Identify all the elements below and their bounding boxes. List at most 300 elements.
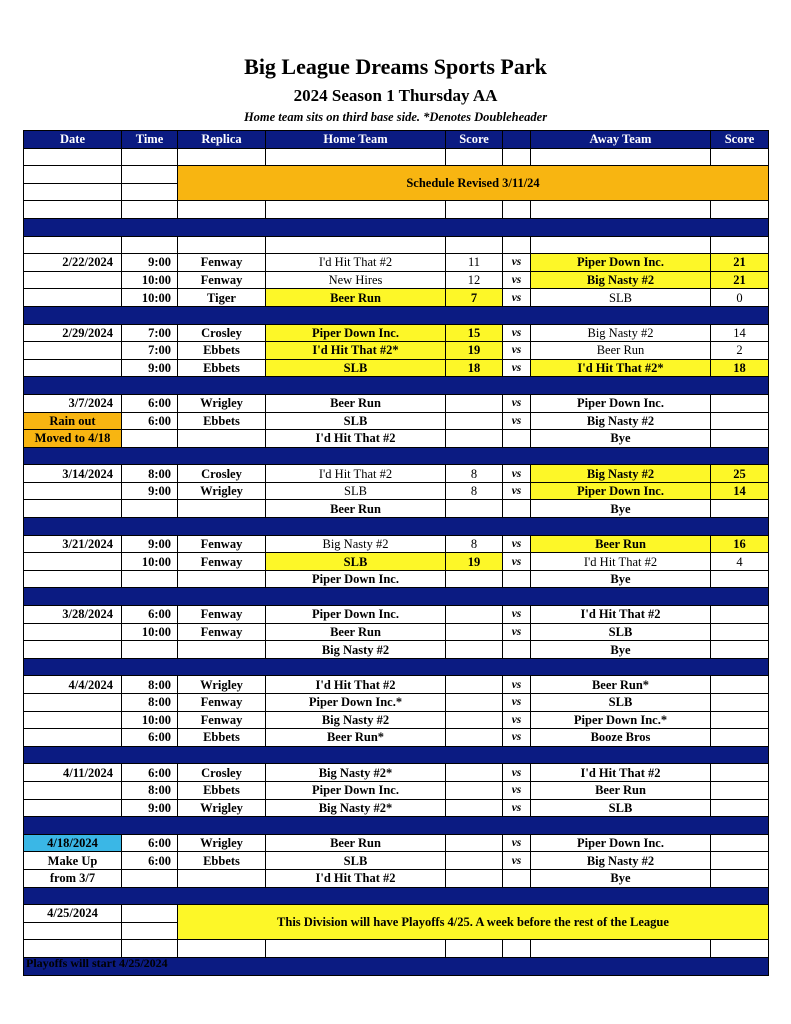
empty-cell (711, 201, 769, 219)
week-separator-row (24, 447, 769, 465)
home-team-cell: Beer Run (266, 500, 446, 518)
table-row (24, 535, 769, 553)
away-team-cell: Big Nasty #2 (531, 271, 711, 289)
home-score-cell (446, 764, 503, 782)
column-header (503, 131, 531, 149)
column-header: Score (446, 131, 503, 149)
column-header: Score (711, 131, 769, 149)
column-header: Date (24, 131, 122, 149)
empty-cell (503, 201, 531, 219)
time-cell: 6:00 (122, 729, 178, 747)
home-team-cell: Piper Down Inc. (266, 324, 446, 342)
date-cell: 4/4/2024 (24, 676, 122, 694)
away-team-cell: SLB (531, 623, 711, 641)
empty-cell (122, 148, 178, 166)
empty-cell (531, 236, 711, 254)
table-row (24, 324, 769, 342)
empty-cell (446, 236, 503, 254)
field-cell: Fenway (178, 606, 266, 624)
away-score-cell (711, 500, 769, 518)
field-cell (178, 500, 266, 518)
date-cell (24, 799, 122, 817)
field-cell (178, 641, 266, 659)
table-row (24, 676, 769, 694)
away-score-cell (711, 729, 769, 747)
time-cell: 10:00 (122, 553, 178, 571)
vs-cell: vs (503, 623, 531, 641)
vs-cell: vs (503, 606, 531, 624)
table-row (24, 799, 769, 817)
schedule-note: Home team sits on third base side. *Denotes Doubleheader (243, 110, 548, 124)
home-team-cell: I'd Hit That #2 (266, 465, 446, 483)
table-row (24, 641, 769, 659)
home-score-cell (446, 394, 503, 412)
away-score-cell (711, 394, 769, 412)
field-cell: Crosley (178, 764, 266, 782)
home-team-cell: SLB (266, 359, 446, 377)
home-score-cell (446, 412, 503, 430)
empty-cell (531, 201, 711, 219)
home-team-cell: SLB (266, 553, 446, 571)
date-cell: 3/21/2024 (24, 535, 122, 553)
date-cell: 3/28/2024 (24, 606, 122, 624)
home-team-cell: Big Nasty #2 (266, 711, 446, 729)
home-score-cell (446, 570, 503, 588)
away-team-cell: Bye (531, 500, 711, 518)
home-score-cell (446, 711, 503, 729)
away-team-cell: Big Nasty #2 (531, 324, 711, 342)
date-cell (24, 271, 122, 289)
away-team-cell: SLB (531, 289, 711, 307)
date-cell: Moved to 4/18 (24, 430, 122, 448)
field-cell: Fenway (178, 535, 266, 553)
table-row (24, 236, 769, 254)
away-score-cell (711, 676, 769, 694)
home-score-cell (446, 869, 503, 887)
away-team-cell: Bye (531, 570, 711, 588)
empty-cell (531, 148, 711, 166)
empty-cell (122, 201, 178, 219)
time-cell (122, 905, 178, 923)
time-cell: 9:00 (122, 799, 178, 817)
table-row (24, 729, 769, 747)
away-score-cell: 2 (711, 342, 769, 360)
home-score-cell (446, 852, 503, 870)
vs-cell: vs (503, 254, 531, 272)
schedule-table (23, 130, 769, 976)
page-subtitle: 2024 Season 1 Thursday AA (293, 86, 498, 105)
date-cell: 2/22/2024 (24, 254, 122, 272)
time-cell: 8:00 (122, 781, 178, 799)
home-score-cell (446, 623, 503, 641)
away-team-cell: Bye (531, 641, 711, 659)
empty-cell (266, 940, 446, 958)
home-team-cell: Piper Down Inc. (266, 781, 446, 799)
away-score-cell (711, 694, 769, 712)
column-header: Time (122, 131, 178, 149)
empty-cell (24, 236, 122, 254)
away-score-cell (711, 623, 769, 641)
vs-cell: vs (503, 834, 531, 852)
table-row (24, 834, 769, 852)
field-cell: Fenway (178, 254, 266, 272)
away-score-cell: 25 (711, 465, 769, 483)
time-cell: 8:00 (122, 465, 178, 483)
field-cell: Ebbets (178, 359, 266, 377)
empty-cell (122, 940, 178, 958)
date-cell (24, 781, 122, 799)
empty-cell (266, 236, 446, 254)
home-score-cell: 15 (446, 324, 503, 342)
date-cell: 2/29/2024 (24, 324, 122, 342)
table-row (24, 166, 769, 184)
away-score-cell: 14 (711, 324, 769, 342)
vs-cell (503, 641, 531, 659)
home-team-cell: I'd Hit That #2 (266, 676, 446, 694)
table-row (24, 623, 769, 641)
separator-bar (24, 658, 769, 676)
table-row (24, 430, 769, 448)
vs-cell: vs (503, 465, 531, 483)
field-cell: Wrigley (178, 394, 266, 412)
home-team-cell: Beer Run (266, 394, 446, 412)
vs-cell: vs (503, 781, 531, 799)
field-cell: Fenway (178, 694, 266, 712)
empty-cell (24, 148, 122, 166)
time-cell: 8:00 (122, 676, 178, 694)
page-title: Big League Dreams Sports Park (244, 54, 547, 79)
table-row (24, 764, 769, 782)
vs-cell: vs (503, 482, 531, 500)
field-cell: Wrigley (178, 676, 266, 694)
home-score-cell: 8 (446, 535, 503, 553)
field-cell: Wrigley (178, 799, 266, 817)
date-cell (24, 641, 122, 659)
table-row (24, 201, 769, 219)
separator-bar (24, 306, 769, 324)
date-cell (24, 359, 122, 377)
away-score-cell: 16 (711, 535, 769, 553)
home-team-cell: SLB (266, 482, 446, 500)
away-score-cell (711, 764, 769, 782)
time-cell: 8:00 (122, 694, 178, 712)
home-score-cell: 19 (446, 553, 503, 571)
time-cell: 6:00 (122, 394, 178, 412)
field-cell: Fenway (178, 553, 266, 571)
time-cell (122, 570, 178, 588)
vs-cell: vs (503, 676, 531, 694)
separator-bar (24, 518, 769, 536)
date-cell: from 3/7 (24, 869, 122, 887)
empty-cell (266, 148, 446, 166)
empty-cell (711, 236, 769, 254)
time-cell (122, 500, 178, 518)
date-cell: Rain out (24, 412, 122, 430)
away-score-cell: 14 (711, 482, 769, 500)
date-cell: 3/14/2024 (24, 465, 122, 483)
vs-cell: vs (503, 711, 531, 729)
empty-cell (446, 201, 503, 219)
separator-bar (24, 746, 769, 764)
table-row (24, 711, 769, 729)
vs-cell: vs (503, 342, 531, 360)
away-team-cell: Piper Down Inc. (531, 834, 711, 852)
vs-cell: vs (503, 394, 531, 412)
date-cell: Make Up (24, 852, 122, 870)
date-cell (24, 623, 122, 641)
away-score-cell (711, 781, 769, 799)
home-score-cell (446, 500, 503, 518)
vs-cell: vs (503, 553, 531, 571)
away-score-cell: 21 (711, 271, 769, 289)
home-score-cell (446, 641, 503, 659)
time-cell: 10:00 (122, 711, 178, 729)
table-row (24, 254, 769, 272)
vs-cell: vs (503, 412, 531, 430)
empty-cell (531, 940, 711, 958)
home-score-cell: 12 (446, 271, 503, 289)
field-cell: Ebbets (178, 781, 266, 799)
table-row (24, 289, 769, 307)
home-score-cell (446, 694, 503, 712)
away-score-cell (711, 799, 769, 817)
time-cell: 7:00 (122, 342, 178, 360)
time-cell (122, 641, 178, 659)
time-cell (122, 430, 178, 448)
week-separator-row (24, 746, 769, 764)
table-row (24, 500, 769, 518)
home-team-cell: Beer Run (266, 834, 446, 852)
empty-cell (178, 236, 266, 254)
table-row (24, 148, 769, 166)
away-score-cell: 0 (711, 289, 769, 307)
date-cell (24, 166, 122, 184)
date-cell: 4/18/2024 (24, 834, 122, 852)
empty-cell (24, 940, 122, 958)
table-row (24, 342, 769, 360)
home-score-cell: 8 (446, 465, 503, 483)
vs-cell: vs (503, 694, 531, 712)
away-team-cell: Beer Run (531, 342, 711, 360)
away-score-cell (711, 852, 769, 870)
home-team-cell: Big Nasty #2* (266, 799, 446, 817)
date-cell: 4/11/2024 (24, 764, 122, 782)
away-score-cell (711, 412, 769, 430)
vs-cell (503, 500, 531, 518)
time-cell: 6:00 (122, 834, 178, 852)
field-cell: Ebbets (178, 852, 266, 870)
vs-cell (503, 430, 531, 448)
home-score-cell: 19 (446, 342, 503, 360)
separator-bar (24, 377, 769, 395)
table-row (24, 606, 769, 624)
date-cell: 3/7/2024 (24, 394, 122, 412)
home-score-cell (446, 606, 503, 624)
away-score-cell (711, 869, 769, 887)
date-cell (24, 711, 122, 729)
table-row (24, 412, 769, 430)
table-header-row (24, 131, 769, 149)
field-cell: Wrigley (178, 482, 266, 500)
field-cell: Ebbets (178, 412, 266, 430)
time-cell: 6:00 (122, 606, 178, 624)
home-score-cell: 8 (446, 482, 503, 500)
empty-cell (178, 940, 266, 958)
home-score-cell (446, 781, 503, 799)
time-cell: 6:00 (122, 852, 178, 870)
away-team-cell: Bye (531, 430, 711, 448)
home-score-cell: 7 (446, 289, 503, 307)
home-team-cell: I'd Hit That #2* (266, 342, 446, 360)
vs-cell: vs (503, 289, 531, 307)
away-team-cell: Big Nasty #2 (531, 852, 711, 870)
time-cell: 9:00 (122, 482, 178, 500)
date-cell (24, 342, 122, 360)
home-score-cell (446, 430, 503, 448)
away-team-cell: I'd Hit That #2 (531, 606, 711, 624)
empty-cell (24, 183, 122, 201)
empty-cell (122, 922, 178, 940)
week-separator-row (24, 377, 769, 395)
home-team-cell: I'd Hit That #2 (266, 254, 446, 272)
empty-cell (503, 940, 531, 958)
home-team-cell: Beer Run* (266, 729, 446, 747)
away-score-cell: 4 (711, 553, 769, 571)
field-cell: Tiger (178, 289, 266, 307)
home-score-cell (446, 799, 503, 817)
time-cell: 9:00 (122, 254, 178, 272)
home-team-cell: Big Nasty #2* (266, 764, 446, 782)
vs-cell: vs (503, 799, 531, 817)
table-row (24, 869, 769, 887)
field-cell (178, 869, 266, 887)
home-team-cell: Big Nasty #2 (266, 535, 446, 553)
table-row (24, 905, 769, 923)
away-team-cell: I'd Hit That #2 (531, 764, 711, 782)
field-cell: Fenway (178, 623, 266, 641)
vs-cell: vs (503, 271, 531, 289)
field-cell: Crosley (178, 465, 266, 483)
separator-bar (24, 817, 769, 835)
empty-cell (24, 201, 122, 219)
home-score-cell (446, 834, 503, 852)
home-team-cell: SLB (266, 852, 446, 870)
table-row (24, 359, 769, 377)
home-team-cell: Piper Down Inc. (266, 570, 446, 588)
time-cell: 6:00 (122, 764, 178, 782)
empty-cell (178, 148, 266, 166)
away-team-cell: SLB (531, 694, 711, 712)
field-cell: Ebbets (178, 342, 266, 360)
empty-cell (178, 201, 266, 219)
away-team-cell: Bye (531, 869, 711, 887)
field-cell (178, 430, 266, 448)
away-team-cell: Piper Down Inc.* (531, 711, 711, 729)
separator-bar (24, 887, 769, 905)
vs-cell: vs (503, 535, 531, 553)
column-header: Home Team (266, 131, 446, 149)
away-team-cell: I'd Hit That #2* (531, 359, 711, 377)
time-cell: 10:00 (122, 271, 178, 289)
week-separator-row (24, 518, 769, 536)
week-separator-row (24, 887, 769, 905)
banner-cell: This Division will have Playoffs 4/25. A week before the rest of the League (178, 905, 769, 940)
time-cell: 10:00 (122, 289, 178, 307)
empty-cell (503, 236, 531, 254)
empty-cell (122, 236, 178, 254)
away-team-cell: Beer Run (531, 781, 711, 799)
table-row (24, 781, 769, 799)
empty-cell (711, 148, 769, 166)
away-team-cell: Beer Run* (531, 676, 711, 694)
time-cell: 9:00 (122, 359, 178, 377)
time-cell: 7:00 (122, 324, 178, 342)
home-score-cell: 18 (446, 359, 503, 377)
home-team-cell: SLB (266, 412, 446, 430)
time-cell (122, 869, 178, 887)
vs-cell (503, 869, 531, 887)
home-team-cell: Beer Run (266, 289, 446, 307)
away-team-cell: Piper Down Inc. (531, 394, 711, 412)
home-team-cell: I'd Hit That #2 (266, 430, 446, 448)
table-row (24, 553, 769, 571)
week-separator-row (24, 658, 769, 676)
vs-cell: vs (503, 852, 531, 870)
away-score-cell (711, 606, 769, 624)
field-cell: Fenway (178, 271, 266, 289)
field-cell: Fenway (178, 711, 266, 729)
away-score-cell (711, 711, 769, 729)
date-cell (24, 570, 122, 588)
away-team-cell: Piper Down Inc. (531, 254, 711, 272)
table-row (24, 482, 769, 500)
empty-cell (446, 940, 503, 958)
column-header: Away Team (531, 131, 711, 149)
table-row (24, 465, 769, 483)
week-separator-row (24, 218, 769, 236)
field-cell: Wrigley (178, 834, 266, 852)
date-cell (24, 289, 122, 307)
empty-cell (24, 922, 122, 940)
banner-cell: Schedule Revised 3/11/24 (178, 166, 769, 201)
date-cell (24, 482, 122, 500)
home-score-cell (446, 676, 503, 694)
vs-cell (503, 570, 531, 588)
away-score-cell (711, 641, 769, 659)
away-team-cell: SLB (531, 799, 711, 817)
away-team-cell: Booze Bros (531, 729, 711, 747)
vs-cell: vs (503, 359, 531, 377)
table-row (24, 852, 769, 870)
home-team-cell: Big Nasty #2 (266, 641, 446, 659)
away-score-cell (711, 570, 769, 588)
separator-bar (24, 218, 769, 236)
week-separator-row (24, 588, 769, 606)
empty-cell (266, 201, 446, 219)
field-cell: Crosley (178, 324, 266, 342)
empty-cell (711, 940, 769, 958)
vs-cell: vs (503, 764, 531, 782)
away-team-cell: I'd Hit That #2 (531, 553, 711, 571)
home-team-cell: New Hires (266, 271, 446, 289)
table-row (24, 394, 769, 412)
away-score-cell (711, 834, 769, 852)
empty-cell (122, 183, 178, 201)
date-cell (24, 729, 122, 747)
table-row (24, 271, 769, 289)
time-cell: 10:00 (122, 623, 178, 641)
home-team-cell: Beer Run (266, 623, 446, 641)
